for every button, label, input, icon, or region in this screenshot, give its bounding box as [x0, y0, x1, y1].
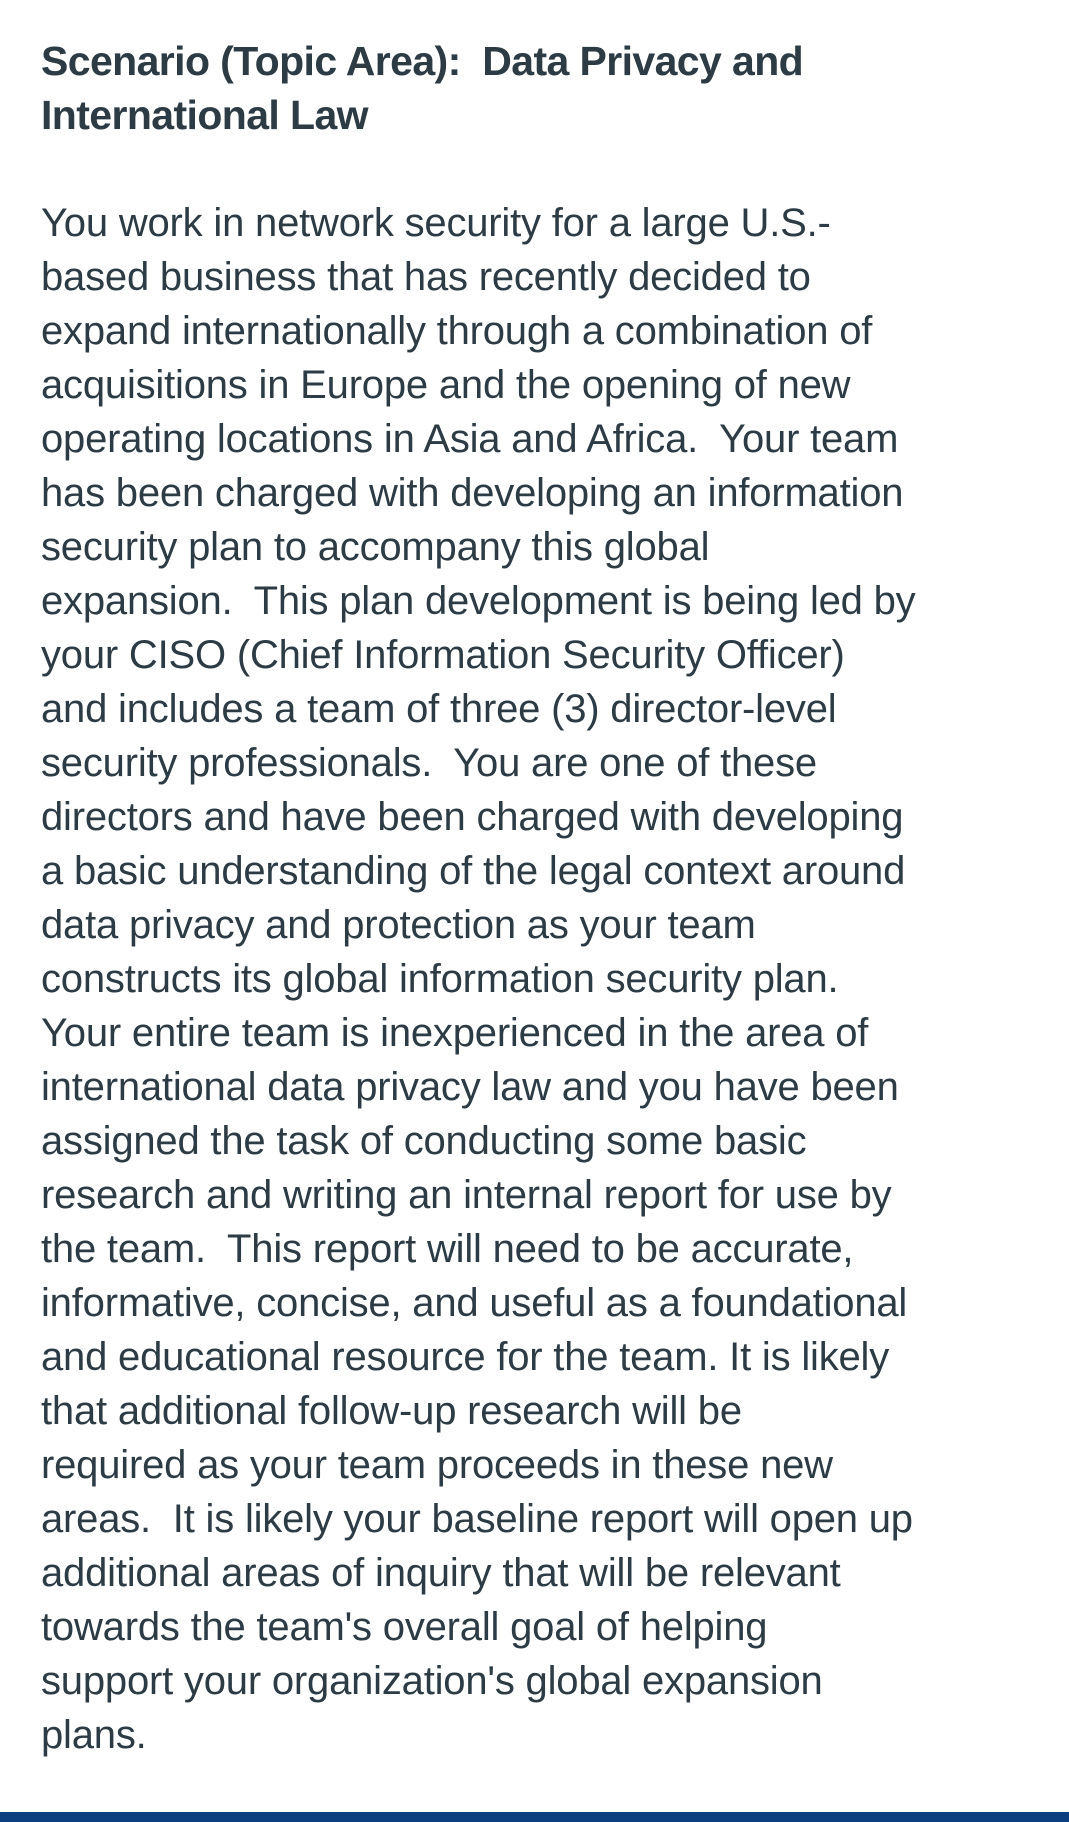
body-line: Your entire team is inexperienced in the area of — [41, 1011, 869, 1055]
body-line: and educational resource for the team. It is likely — [41, 1335, 890, 1379]
body-line: required as your team proceeds in these new — [41, 1443, 833, 1487]
scenario-title-line: Scenario (Topic Area): Data Privacy and — [41, 38, 804, 84]
bottom-accent-bar — [0, 1812, 1069, 1822]
body-line: plans. — [41, 1713, 147, 1757]
scenario-title — [41, 34, 1041, 142]
scenario-content — [41, 34, 1041, 1762]
body-line: based business that has recently decided to — [41, 255, 811, 299]
body-line: and includes a team of three (3) director-level — [41, 687, 837, 731]
body-line: has been charged with developing an information — [41, 471, 904, 515]
body-line: informative, concise, and useful as a foundational — [41, 1281, 908, 1325]
body-line: operating locations in Asia and Africa. Your team — [41, 417, 899, 461]
body-line: research and writing an internal report for use by — [41, 1173, 892, 1217]
body-line: directors and have been charged with developing — [41, 795, 904, 839]
body-line: assigned the task of conducting some basic — [41, 1119, 807, 1163]
body-line: acquisitions in Europe and the opening of new — [41, 363, 851, 407]
body-line: support your organization's global expansion — [41, 1659, 823, 1703]
body-line: data privacy and protection as your team — [41, 903, 756, 947]
body-line: You work in network security for a large U.S.- — [41, 201, 831, 245]
body-line: international data privacy law and you have been — [41, 1065, 899, 1109]
body-line: security professionals. You are one of these — [41, 741, 817, 785]
body-line: the team. This report will need to be accurate, — [41, 1227, 854, 1271]
body-line: constructs its global information security plan. — [41, 957, 839, 1001]
body-line: additional areas of inquiry that will be relevant — [41, 1551, 841, 1595]
body-line: areas. It is likely your baseline report will open up — [41, 1497, 913, 1541]
title-spacer — [41, 142, 1041, 196]
body-line: expand internationally through a combination of — [41, 309, 873, 353]
body-line: your CISO (Chief Information Security Officer) — [41, 633, 845, 677]
body-line: expansion. This plan development is being led by — [41, 579, 916, 623]
body-line: that additional follow-up research will be — [41, 1389, 742, 1433]
scenario-body — [41, 196, 1041, 1762]
scenario-title-line: International Law — [41, 92, 368, 138]
body-line: towards the team's overall goal of helping — [41, 1605, 768, 1649]
body-line: security plan to accompany this global — [41, 525, 710, 569]
body-line: a basic understanding of the legal context around — [41, 849, 906, 893]
